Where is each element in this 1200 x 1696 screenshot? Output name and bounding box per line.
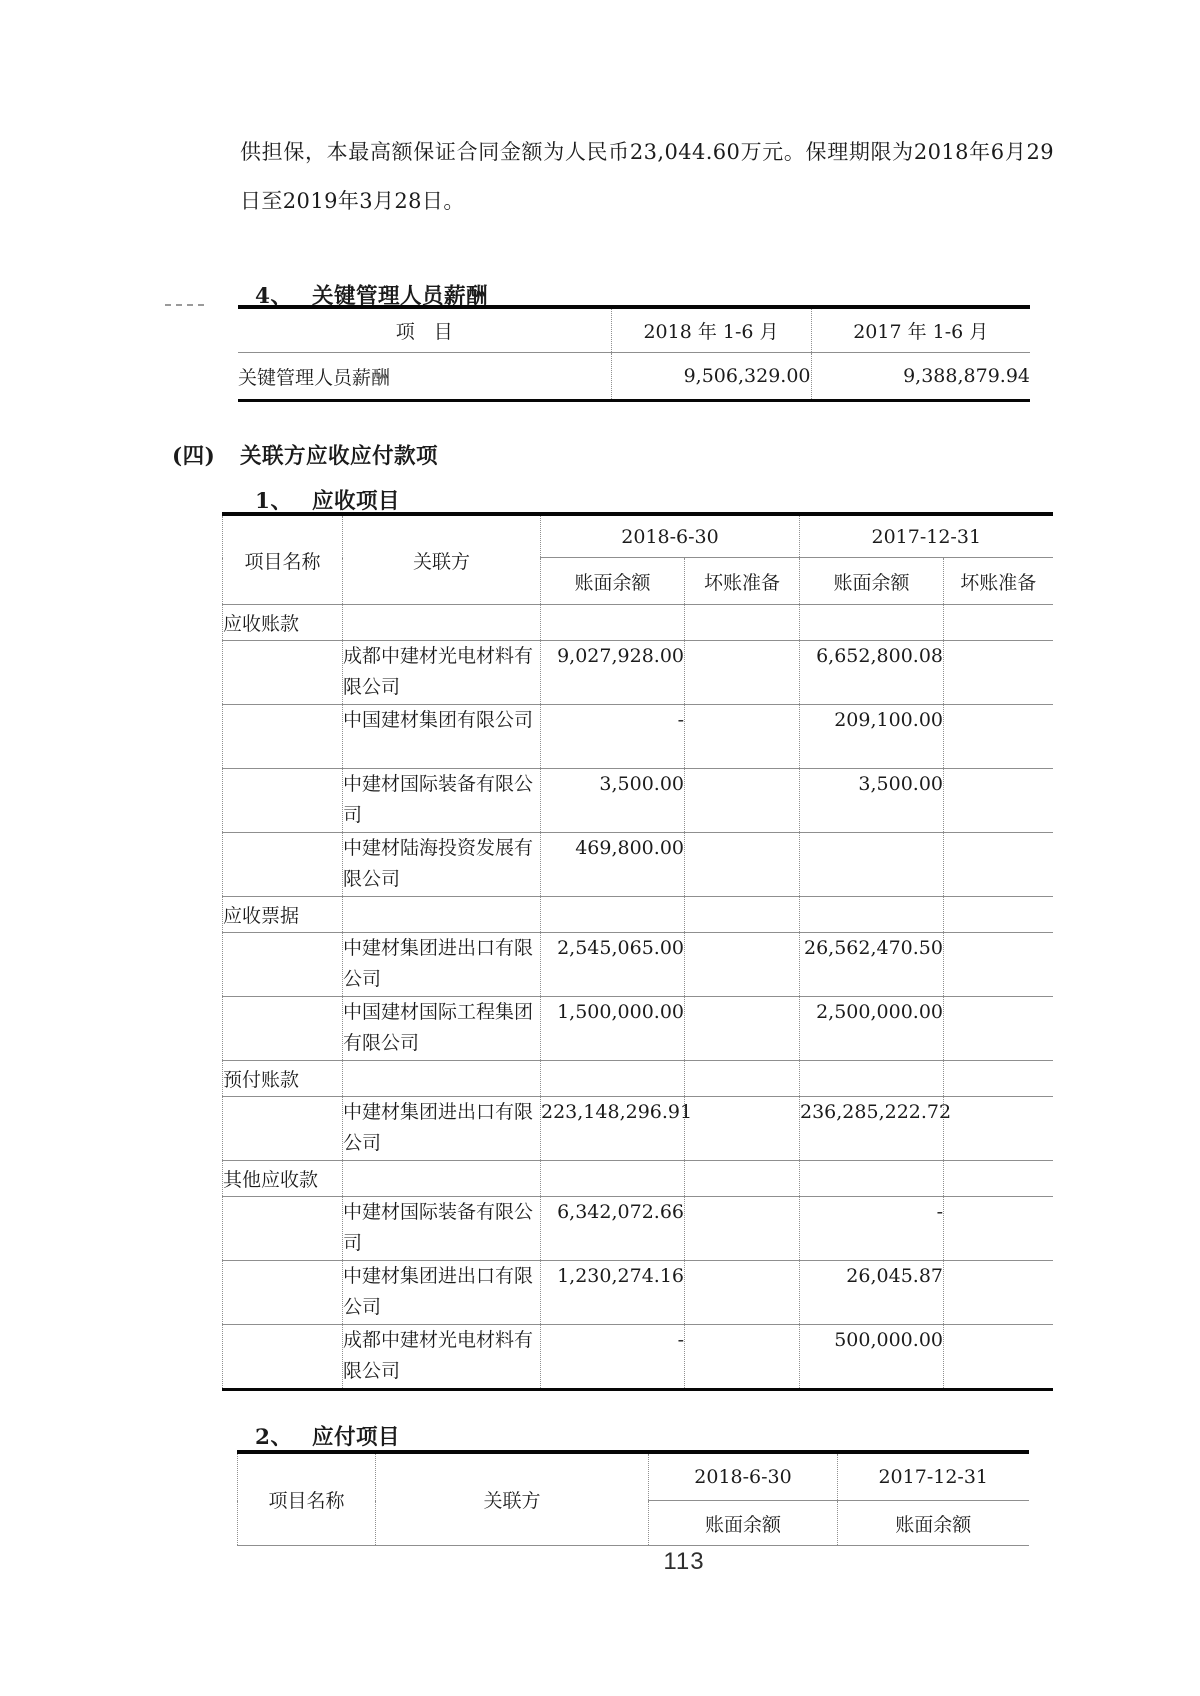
value-2018: 9,506,329.00 xyxy=(611,353,811,401)
category-row xyxy=(223,605,1053,641)
body-paragraph xyxy=(240,128,1054,226)
provision-2017-cell xyxy=(944,897,1053,933)
provision-2017-cell xyxy=(944,1061,1053,1097)
provision-2018-cell xyxy=(685,897,800,933)
balance-2018-cell: 1,230,274.16 xyxy=(541,1261,685,1325)
subheader-balance-2018: 账面余额 xyxy=(649,1501,838,1546)
balance-2017-cell: 26,562,470.50 xyxy=(800,933,944,997)
item-name-cell xyxy=(223,1261,343,1325)
page-number: 113 xyxy=(663,1548,705,1575)
balance-2018-cell: 3,500.00 xyxy=(541,769,685,833)
provision-2017-cell xyxy=(944,769,1053,833)
balance-2017-cell xyxy=(800,897,944,933)
related-party-cell: 中建材国际装备有限公司 xyxy=(343,769,541,833)
balance-2017-cell: 2,500,000.00 xyxy=(800,997,944,1061)
balance-2018-cell xyxy=(541,897,685,933)
provision-2018-cell xyxy=(685,705,800,769)
category-row xyxy=(223,1061,1053,1097)
column-header-2018: 2018 年 1-6 月 xyxy=(611,307,811,353)
item-name-cell xyxy=(223,933,343,997)
balance-2018-cell xyxy=(541,1161,685,1197)
provision-2018-cell xyxy=(685,1261,800,1325)
related-party-cell xyxy=(343,605,541,641)
item-name-cell xyxy=(223,1325,343,1390)
item-name-cell xyxy=(223,705,343,769)
table-row xyxy=(223,1325,1053,1390)
provision-2017-cell xyxy=(944,705,1053,769)
column-header-item-name: 项目名称 xyxy=(223,514,343,605)
column-header-date-2017: 2017-12-31 xyxy=(838,1452,1029,1501)
table-row xyxy=(223,1097,1053,1161)
provision-2018-cell xyxy=(685,1197,800,1261)
column-header-item: 项 目 xyxy=(238,307,611,353)
item-name-cell xyxy=(223,641,343,705)
provision-2017-cell xyxy=(944,1161,1053,1197)
balance-2017-cell xyxy=(800,1161,944,1197)
table-row xyxy=(223,833,1053,897)
balance-2018-cell: 1,500,000.00 xyxy=(541,997,685,1061)
column-header-date-2018: 2018-6-30 xyxy=(649,1452,838,1501)
section4-title: 关键管理人员薪酬 xyxy=(312,284,489,309)
item-name-cell: 应收票据 xyxy=(223,905,300,927)
section-si-number: (四) xyxy=(172,444,216,469)
related-party-cell: 中建材集团进出口有限公司 xyxy=(343,1261,541,1325)
provision-2018-cell xyxy=(685,833,800,897)
receivables-number: 1、 xyxy=(255,489,293,514)
paragraph-line-2: 日至2019年3月28日。 xyxy=(240,189,465,213)
related-party-cell: 中建材国际装备有限公司 xyxy=(343,1197,541,1261)
table-row xyxy=(223,933,1053,997)
table-header-row xyxy=(238,307,1030,353)
balance-2018-cell: 2,545,065.00 xyxy=(541,933,685,997)
section4-number: 4、 xyxy=(255,284,293,309)
provision-2018-cell xyxy=(685,933,800,997)
payables-title: 应付项目 xyxy=(312,1425,401,1450)
balance-2017-cell: - xyxy=(800,1197,944,1261)
balance-2017-cell: 236,285,222.72 xyxy=(800,1097,944,1161)
provision-2018-cell xyxy=(685,997,800,1061)
column-header-2017: 2017 年 1-6 月 xyxy=(811,307,1030,353)
balance-2018-cell xyxy=(541,1061,685,1097)
column-header-related-party: 关联方 xyxy=(376,1452,649,1546)
provision-2018-cell xyxy=(685,769,800,833)
provision-2017-cell xyxy=(944,997,1053,1061)
column-header-date-2017: 2017-12-31 xyxy=(800,514,1053,558)
provision-2018-cell xyxy=(685,1097,800,1161)
receivables-title: 应收项目 xyxy=(312,489,401,514)
balance-2018-cell: 9,027,928.00 xyxy=(541,641,685,705)
section-si-title: 关联方应收应付款项 xyxy=(240,444,439,469)
value-2017: 9,388,879.94 xyxy=(811,353,1030,401)
item-name-cell xyxy=(223,1097,343,1161)
item-name-cell xyxy=(223,833,343,897)
table-row xyxy=(223,769,1053,833)
related-party-cell xyxy=(343,1161,541,1197)
provision-2018-cell xyxy=(685,641,800,705)
provision-2017-cell xyxy=(944,1097,1053,1161)
balance-2018-cell: 223,148,296.91 xyxy=(541,1097,685,1161)
column-header-related-party: 关联方 xyxy=(343,514,541,605)
related-party-cell: 中国建材集团有限公司 xyxy=(343,705,541,769)
table-row xyxy=(223,1261,1053,1325)
item-name-cell xyxy=(223,997,343,1061)
related-party-cell: 中建材陆海投资发展有限公司 xyxy=(343,833,541,897)
balance-2017-cell: 3,500.00 xyxy=(800,769,944,833)
related-party-cell: 成都中建材光电材料有限公司 xyxy=(343,641,541,705)
related-party-cell: 中建材集团进出口有限公司 xyxy=(343,1097,541,1161)
key-management-compensation-table xyxy=(238,305,1030,402)
item-name-cell xyxy=(223,1197,343,1261)
category-row xyxy=(223,897,1053,933)
provision-2018-cell xyxy=(685,1161,800,1197)
item-name-cell: 其他应收款 xyxy=(223,1169,319,1191)
item-name-cell xyxy=(223,769,343,833)
related-party-cell xyxy=(343,897,541,933)
related-party-cell: 成都中建材光电材料有限公司 xyxy=(343,1325,541,1390)
balance-2017-cell xyxy=(800,833,944,897)
provision-2017-cell xyxy=(944,1261,1053,1325)
provision-2017-cell xyxy=(944,1325,1053,1390)
row-label: 关键管理人员薪酬 xyxy=(238,366,391,389)
balance-2017-cell xyxy=(800,1061,944,1097)
provision-2017-cell xyxy=(944,1197,1053,1261)
section-si-heading xyxy=(0,439,1200,469)
subheader-balance-2017: 账面余额 xyxy=(800,558,944,605)
balance-2017-cell: 500,000.00 xyxy=(800,1325,944,1390)
table-row xyxy=(223,705,1053,769)
provision-2018-cell xyxy=(685,605,800,641)
balance-2018-cell: 469,800.00 xyxy=(541,833,685,897)
provision-2017-cell xyxy=(944,641,1053,705)
payables-table xyxy=(237,1450,1029,1546)
related-party-cell: 中建材集团进出口有限公司 xyxy=(343,933,541,997)
table-row xyxy=(223,1197,1053,1261)
balance-2017-cell: 6,652,800.08 xyxy=(800,641,944,705)
subheader-balance-2017: 账面余额 xyxy=(838,1501,1029,1546)
column-header-date-2018: 2018-6-30 xyxy=(541,514,800,558)
balance-2017-cell xyxy=(800,605,944,641)
column-header-item-name: 项目名称 xyxy=(238,1452,376,1546)
balance-2017-cell: 26,045.87 xyxy=(800,1261,944,1325)
payables-number: 2、 xyxy=(255,1425,293,1450)
balance-2018-cell: 6,342,072.66 xyxy=(541,1197,685,1261)
related-party-cell xyxy=(343,1061,541,1097)
provision-2017-cell xyxy=(944,933,1053,997)
provision-2017-cell xyxy=(944,833,1053,897)
item-name-cell: 应收账款 xyxy=(223,613,300,635)
category-row xyxy=(223,1161,1053,1197)
subheader-balance-2018: 账面余额 xyxy=(541,558,685,605)
provision-2018-cell xyxy=(685,1325,800,1390)
table-row xyxy=(223,641,1053,705)
receivables-table xyxy=(222,512,1053,1391)
paragraph-line-1: 供担保，本最高额保证合同金额为人民币23,044.60万元。保理期限为2018年6月29 xyxy=(240,140,1054,164)
table-header-row-dates xyxy=(238,1452,1029,1501)
balance-2018-cell: - xyxy=(541,1325,685,1390)
payables-heading xyxy=(0,1420,1200,1450)
table-row xyxy=(223,997,1053,1061)
provision-2017-cell xyxy=(944,605,1053,641)
balance-2018-cell xyxy=(541,605,685,641)
item-name-cell: 预付账款 xyxy=(223,1069,300,1091)
balance-2018-cell: - xyxy=(541,705,685,769)
subheader-provision-2018: 坏账准备 xyxy=(685,558,800,605)
balance-2017-cell: 209,100.00 xyxy=(800,705,944,769)
receivables-heading xyxy=(0,484,1200,514)
related-party-cell: 中国建材国际工程集团有限公司 xyxy=(343,997,541,1061)
table-row xyxy=(238,353,1030,401)
table-header-row-dates xyxy=(223,514,1053,558)
provision-2018-cell xyxy=(685,1061,800,1097)
subheader-provision-2017: 坏账准备 xyxy=(944,558,1053,605)
